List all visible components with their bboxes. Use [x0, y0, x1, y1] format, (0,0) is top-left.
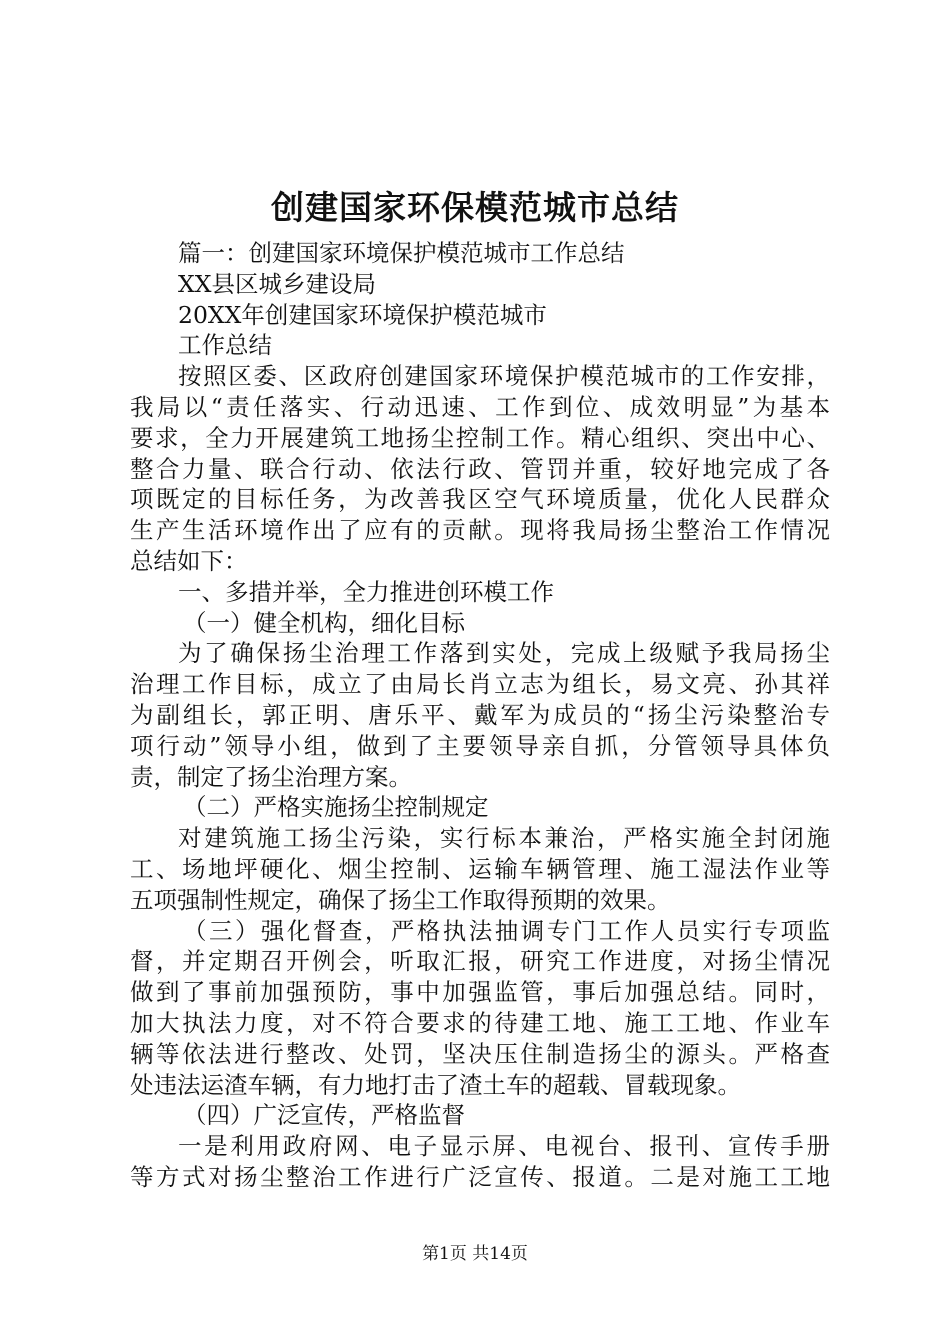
section-heading-part-one: 篇一：创建国家环境保护模范城市工作总结 — [178, 239, 625, 267]
paragraph-line: 要求，全力开展建筑工地扬尘控制工作。精心组织、突出中心、 — [130, 423, 830, 452]
paragraph-line: 五项强制性规定，确保了扬尘工作取得预期的效果。 — [130, 885, 671, 914]
paragraph-line: 工、场地坪硬化、烟尘控制、运输车辆管理、施工湿法作业等 — [130, 854, 830, 883]
subsection-heading: （三）强化督查，严格执法抽调专门工作人员实行专项监 — [183, 916, 830, 945]
subtitle-line: 工作总结 — [178, 331, 272, 360]
paragraph-line: 为副组长，郭正明、唐乐平、戴军为成员的“扬尘污染整治专 — [130, 700, 830, 729]
paragraph-line: 一是利用政府网、电子显示屏、电视台、报刊、宣传手册 — [178, 1132, 830, 1161]
issuer-line: XX县区城乡建设局 — [178, 269, 376, 298]
paragraph-line: 辆等依法进行整改、处罚，坚决压住制造扬尘的源头。严格查 — [130, 1039, 830, 1068]
document-body — [130, 238, 830, 1193]
paragraph-line: 处违法运渣车辆，有力地打击了渣土车的超载、冒载现象。 — [130, 1070, 741, 1099]
subsection-heading: （一）健全机构，细化目标 — [183, 608, 465, 637]
paragraph-line: 项既定的目标任务，为改善我区空气环境质量，优化人民群众 — [130, 485, 830, 514]
page-number-footer: 第1页 共14页 — [422, 1244, 528, 1264]
paragraph-line: 按照区委、区政府创建国家环境保护模范城市的工作安排， — [178, 362, 830, 391]
subsection-heading: （二）严格实施扬尘控制规定 — [183, 793, 489, 822]
paragraph-line: 督，并定期召开例会，听取汇报，研究工作进度，对扬尘情况 — [130, 947, 830, 976]
paragraph-line: 项行动”领导小组，做到了主要领导亲自抓，分管领导具体负 — [130, 731, 830, 760]
paragraph-line: 治理工作目标，成立了由局长肖立志为组长，易文亮、孙其祥 — [130, 670, 830, 699]
paragraph-line: 加大执法力度，对不符合要求的待建工地、施工工地、作业车 — [130, 1008, 830, 1037]
document-title: 创建国家环保模范城市总结 — [271, 188, 679, 227]
paragraph-line: 责，制定了扬尘治理方案。 — [130, 762, 412, 791]
paragraph-line: 总结如下： — [130, 546, 248, 575]
paragraph-line: 对建筑施工扬尘污染，实行标本兼治，严格实施全封闭施 — [178, 824, 830, 853]
paragraph-line: 整合力量、联合行动、依法行政、管罚并重，较好地完成了各 — [130, 454, 830, 483]
paragraph-line: 等方式对扬尘整治工作进行广泛宣传、报道。二是对施工工地 — [130, 1162, 830, 1191]
section-heading: 一、多措并举，全力推进创环模工作 — [178, 577, 554, 606]
subsection-heading: （四）广泛宣传，严格监督 — [183, 1101, 465, 1130]
paragraph-line: 为了确保扬尘治理工作落到实处，完成上级赋予我局扬尘 — [178, 639, 830, 668]
paragraph-line: 生产生活环境作出了应有的贡献。现将我局扬尘整治工作情况 — [130, 516, 830, 545]
subtitle-line: 20XX年创建国家环境保护模范城市 — [178, 300, 547, 329]
paragraph-line: 做到了事前加强预防，事中加强监管，事后加强总结。同时， — [130, 978, 830, 1007]
paragraph-line: 我局以“责任落实、行动迅速、工作到位、成效明显”为基本 — [130, 392, 830, 421]
